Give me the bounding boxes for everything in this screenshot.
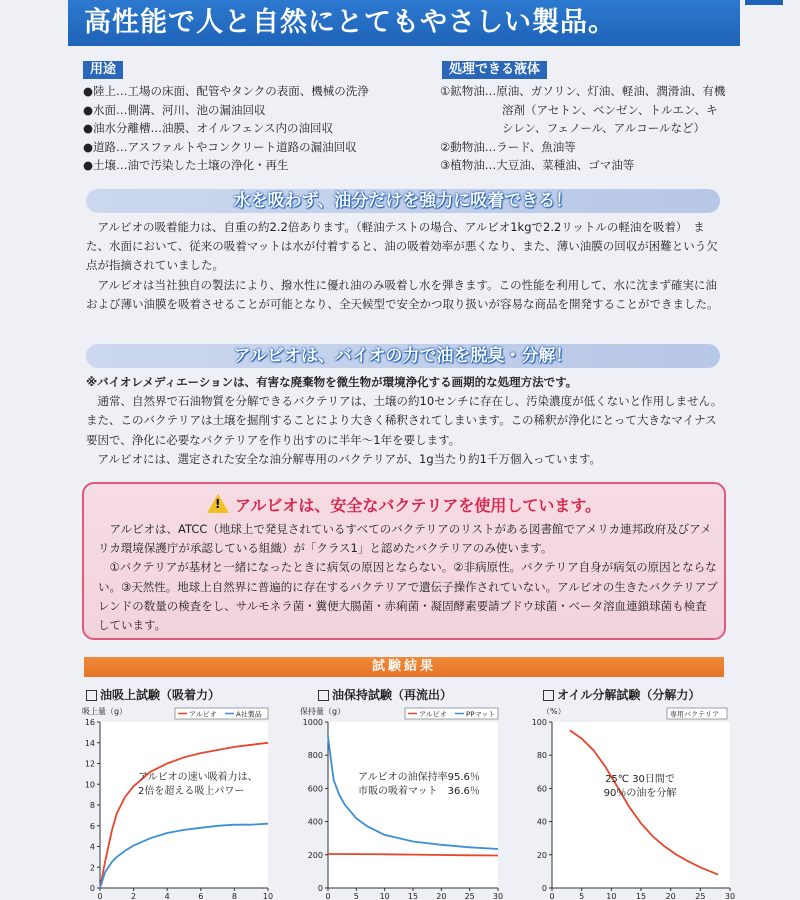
y-tick-label: 6 [89,821,95,831]
y-axis-label: 保持量（g） [300,707,346,716]
retention-chart [300,702,510,900]
y-tick-label: 400 [307,817,323,827]
x-tick-label: 5 [579,892,585,900]
uses-label: 用途 [83,61,123,79]
y-tick-label: 12 [84,759,95,769]
legend-label: アルビオ [189,710,217,719]
legend-label: アルビオ [419,710,447,719]
safety-title-row [84,492,724,516]
chart-annotation: 市販の吸着マット 36.6％ [358,786,480,797]
legend-label: PPマット [466,710,496,719]
y-tick-label: 600 [307,784,323,794]
y-tick-label: 0 [89,884,95,893]
y-tick-label: 2 [89,863,95,873]
section1-heading: 水を吸わず、油分だけを強力に吸着できる！ [86,189,720,213]
checkbox-icon [318,690,329,701]
section1-paragraph: アルビオの吸着能力は、自重の約2.2倍あります。（軽油テストの場合、アルビオ1kgで2.2リットルの軽油を吸着） また、水面において、従来の吸着マットは水が付着すると、油の吸着効率が悪くなり、また、薄い油膜の回収が困難という欠点が指摘されていました。 [86,220,718,273]
section1-body [86,218,724,314]
y-tick-label: 8 [89,801,95,810]
y-tick-label: 0 [541,884,547,893]
y-tick-label: 60 [536,784,547,794]
liquids-item: ③植物油…大豆油、菜種油、ゴマ油等 [440,158,635,172]
section2-body [86,373,724,469]
y-tick-label: 16 [84,718,95,727]
safety-title: アルビオは、安全なバクテリアを使用しています。 [234,496,602,515]
x-tick-label: 25 [464,892,475,900]
section1-paragraph: アルビオは当社独自の製法により、撥水性に優れ油のみ吸着し水を弾きます。この性能を利用して、水に沈まず確実に油および薄い油膜を吸着させることが可能となり、全天候型で安全かつ取り扱いが容易な商品を開発することができました。 [86,277,719,311]
x-tick-label: 10 [262,892,274,900]
uses-item: ●水面…側溝、河川、池の漏油回収 [83,102,266,117]
chart1-title: 油吸上試験（吸着力） [100,688,221,702]
section2-paragraph: 通常、自然界で石油物質を分解できるバクテリアは、土壌の約10センチに存在し、汚染濃度が低くないと作用しません。また、このバクテリアは土壌を掘削することにより大きく稀釈されてしまいます。この稀釈が浄化にとって大きなマイナス要因で、浄化に必要なバクテリアを作り出すのに半年〜1年を要します。 [86,394,723,447]
section2-note: ※バイオレメディエーションは、有害な廃棄物を微生物が環境浄化する画期的な処理方法です。 [86,375,578,389]
checkbox-icon [543,690,554,701]
y-tick-label: 80 [536,751,547,761]
chart3-title: オイル分解試験（分解力） [557,688,701,702]
chart2-title-row [318,686,452,703]
plot-area [328,722,498,888]
results-heading: 試験結果 [84,657,724,677]
y-tick-label: 10 [84,780,95,790]
x-tick-label: 0 [325,892,331,900]
y-axis-label: 吸上量（g） [82,707,128,716]
liquids-item: 溶剤（アセトン、ベンゼン、トルエン、キ [502,102,718,117]
section2-heading: アルビオは、バイオの力で油を脱臭・分解！ [86,344,720,368]
x-tick-label: 30 [724,892,736,900]
x-tick-label: 2 [131,892,137,900]
liquids-item: ①鉱物油…原油、ガソリン、灯油、軽油、潤滑油、有機 [440,84,726,98]
y-tick-label: 0 [317,884,323,893]
x-tick-label: 10 [379,892,390,900]
x-tick-label: 8 [231,892,237,900]
x-tick-label: 4 [164,892,170,900]
chart3-title-row [543,686,700,703]
legend-label: 専用バクテリア [670,710,719,719]
warning-icon: ! [207,494,229,513]
y-tick-label: 20 [536,850,547,860]
y-axis-label: （%） [542,707,566,716]
legend-label: A社製品 [236,710,262,719]
x-tick-label: 15 [407,892,419,900]
x-tick-label: 0 [97,892,103,900]
x-tick-label: 20 [665,892,676,900]
y-tick-label: 1000 [302,718,323,727]
x-tick-label: 5 [353,892,359,900]
absorption-chart [80,702,280,900]
x-tick-label: 15 [635,892,647,900]
safety-body [98,520,718,635]
section2-paragraph: アルビオには、選定された安全な油分解専用のバクテリアが、1g当たり約1千万個入っています。 [97,451,602,466]
chart-annotation: 25℃ 30日間で [605,774,675,785]
plot-area [100,722,268,888]
x-tick-label: 6 [198,892,204,900]
uses-item: ●道路…アスファルトやコンクリート道路の漏油回収 [83,139,357,154]
x-tick-label: 0 [549,892,555,900]
chart-annotation: 90％の油を分解 [603,788,677,799]
y-tick-label: 40 [536,817,547,827]
liquids-label: 処理できる液体 [442,61,547,79]
x-tick-label: 30 [492,892,504,900]
corner-accent [745,0,783,5]
liquids-item: ②動物油…ラード、魚油等 [440,139,576,154]
uses-list [83,82,443,175]
chart1-title-row [86,686,220,703]
safety-box [82,482,726,640]
y-tick-label: 100 [531,718,547,727]
decomposition-chart [522,702,742,900]
liquids-item: シレン、フェノール、アルコールなど） [502,121,705,135]
x-tick-label: 25 [695,892,706,900]
y-tick-label: 800 [307,751,323,761]
y-tick-label: 14 [84,738,95,748]
uses-item: ●土壌…油で汚染した土壌の浄化・再生 [83,158,289,172]
safety-paragraph: ①バクテリアが基材と一緒になったときに病気の原因とならない。②非病原性。バクテリア自身が病気の原因とならない。③天然性。地球上自然界に普遍的に存在するバクテリアで遺伝子操作されていない。アルビオの生きたバクテリアブレンドの数量の検査をし、サルモネラ菌・糞便大腸菌・赤痢菌・凝固酵素要請ブドウ球菌・ベータ溶血連鎖球菌も検査しています。 [98,560,718,633]
y-tick-label: 200 [307,850,323,860]
chart2-title: 油保持試験（再流出） [332,688,453,702]
chart-annotation: 2倍を超える吸上パワー [138,786,245,797]
uses-item: ●陸上…工場の床面、配管やタンクの表面、機械の洗浄 [83,84,369,98]
y-tick-label: 4 [89,842,95,852]
safety-paragraph: アルビオは、ATCC（地球上で発見されているすべてのバクテリアのリストがある図書館でアメリカ連邦政府及びアメリカ環境保護庁が承認している組織）が「クラス1」と認めたバクテリアのみ使います。 [98,522,712,556]
checkbox-icon [86,690,97,701]
chart-annotation: アルビオの速い吸着力は、 [138,772,258,783]
x-tick-label: 10 [606,892,617,900]
liquids-list [440,82,740,175]
chart-annotation: アルビオの油保持率95.6％ [358,772,480,783]
page-banner: 高性能で人と自然にとてもやさしい製品。 [68,0,740,46]
uses-item: ●油水分離槽…油膜、オイルフェンス内の油回収 [83,121,334,135]
plot-area [552,722,730,888]
x-tick-label: 20 [436,892,447,900]
